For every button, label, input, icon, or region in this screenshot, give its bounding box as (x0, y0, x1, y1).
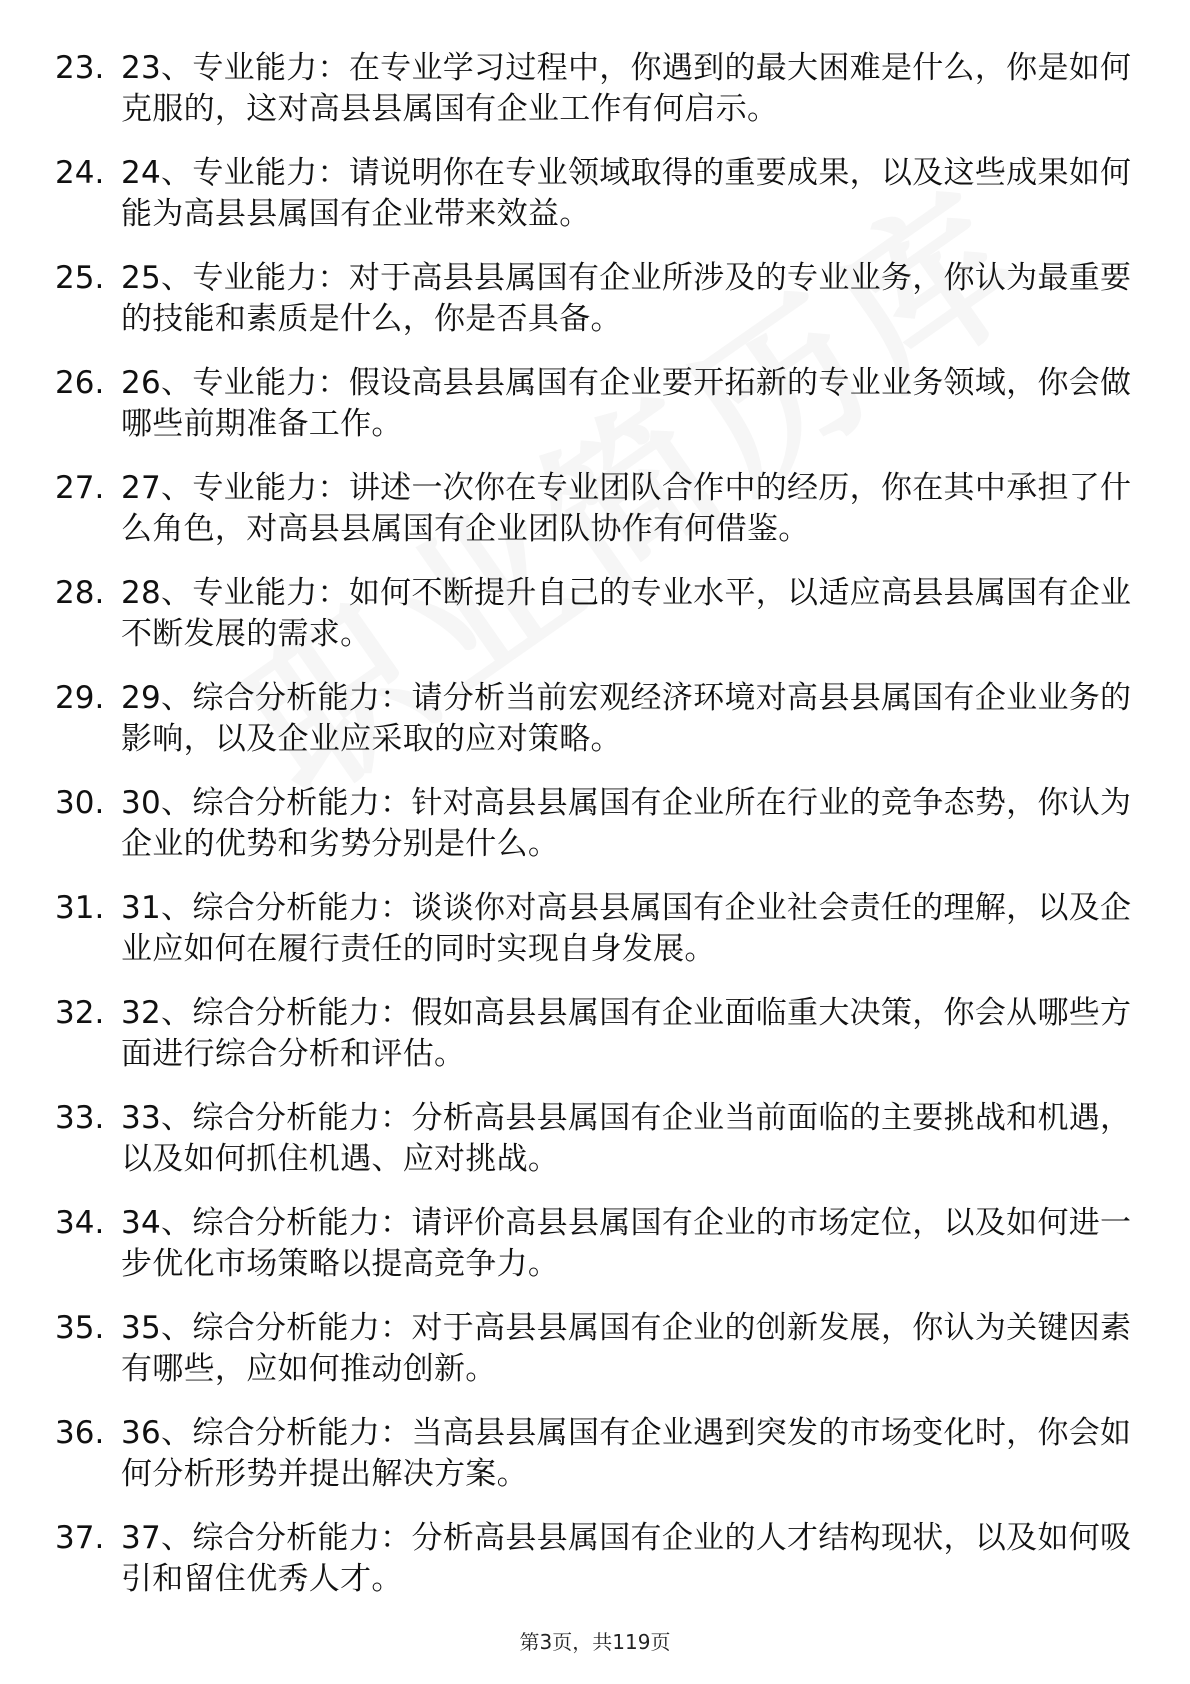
question-item (0, 1518, 1190, 1623)
question-text: 34、综合分析能力：请评价高县县属国有企业的市场定位，以及如何进一步优化市场策略以提高竞争力。 (121, 1205, 1132, 1282)
question-item (0, 1098, 1190, 1203)
question-number: 25. (55, 260, 105, 296)
question-item (0, 153, 1190, 258)
page-footer (0, 1626, 1190, 1655)
question-item (0, 888, 1190, 993)
question-number: 33. (55, 1100, 105, 1136)
question-number: 23. (55, 50, 105, 86)
question-item (0, 258, 1190, 363)
question-text: 36、综合分析能力：当高县县属国有企业遇到突发的市场变化时，你会如何分析形势并提出解决方案。 (121, 1415, 1132, 1492)
question-item (0, 678, 1190, 783)
question-item (0, 48, 1190, 153)
question-item (0, 993, 1190, 1098)
question-number: 24. (55, 155, 105, 191)
question-number: 34. (55, 1205, 105, 1241)
question-text: 29、综合分析能力：请分析当前宏观经济环境对高县县属国有企业业务的影响，以及企业应采取的应对策略。 (121, 680, 1132, 757)
question-text: 35、综合分析能力：对于高县县属国有企业的创新发展，你认为关键因素有哪些，应如何推动创新。 (121, 1310, 1132, 1387)
question-text: 25、专业能力：对于高县县属国有企业所涉及的专业业务，你认为最重要的技能和素质是什么，你是否具备。 (121, 260, 1132, 337)
question-text: 26、专业能力：假设高县县属国有企业要开拓新的专业业务领域，你会做哪些前期准备工作。 (121, 365, 1132, 442)
question-text: 32、综合分析能力：假如高县县属国有企业面临重大决策，你会从哪些方面进行综合分析和评估。 (121, 995, 1132, 1072)
question-text: 24、专业能力：请说明你在专业领域取得的重要成果，以及这些成果如何能为高县县属国有企业带来效益。 (121, 155, 1132, 232)
question-text: 30、综合分析能力：针对高县县属国有企业所在行业的竞争态势，你认为企业的优势和劣势分别是什么。 (121, 785, 1132, 862)
question-number: 28. (55, 575, 105, 611)
question-number: 36. (55, 1415, 105, 1451)
question-list (0, 48, 1190, 1623)
question-item (0, 1203, 1190, 1308)
question-number: 27. (55, 470, 105, 506)
question-number: 29. (55, 680, 105, 716)
question-item (0, 363, 1190, 468)
question-item (0, 783, 1190, 888)
question-item (0, 573, 1190, 678)
question-item (0, 1413, 1190, 1518)
question-number: 37. (55, 1520, 105, 1556)
question-number: 26. (55, 365, 105, 401)
question-text: 37、综合分析能力：分析高县县属国有企业的人才结构现状，以及如何吸引和留住优秀人才。 (121, 1520, 1132, 1597)
question-number: 32. (55, 995, 105, 1031)
question-text: 33、综合分析能力：分析高县县属国有企业当前面临的主要挑战和机遇，以及如何抓住机遇、应对挑战。 (121, 1100, 1132, 1177)
question-item (0, 468, 1190, 573)
question-item (0, 1308, 1190, 1413)
question-number: 31. (55, 890, 105, 926)
page-number-label: 第3页，共119页 (519, 1630, 671, 1654)
question-text: 28、专业能力：如何不断提升自己的专业水平，以适应高县县属国有企业不断发展的需求。 (121, 575, 1132, 652)
question-number: 30. (55, 785, 105, 821)
question-number: 35. (55, 1310, 105, 1346)
question-text: 31、综合分析能力：谈谈你对高县县属国有企业社会责任的理解，以及企业应如何在履行责任的同时实现自身发展。 (121, 890, 1132, 967)
question-text: 23、专业能力：在专业学习过程中，你遇到的最大困难是什么，你是如何克服的，这对高县县属国有企业工作有何启示。 (121, 50, 1132, 127)
question-text: 27、专业能力：讲述一次你在专业团队合作中的经历，你在其中承担了什么角色，对高县县属国有企业团队协作有何借鉴。 (121, 470, 1132, 547)
